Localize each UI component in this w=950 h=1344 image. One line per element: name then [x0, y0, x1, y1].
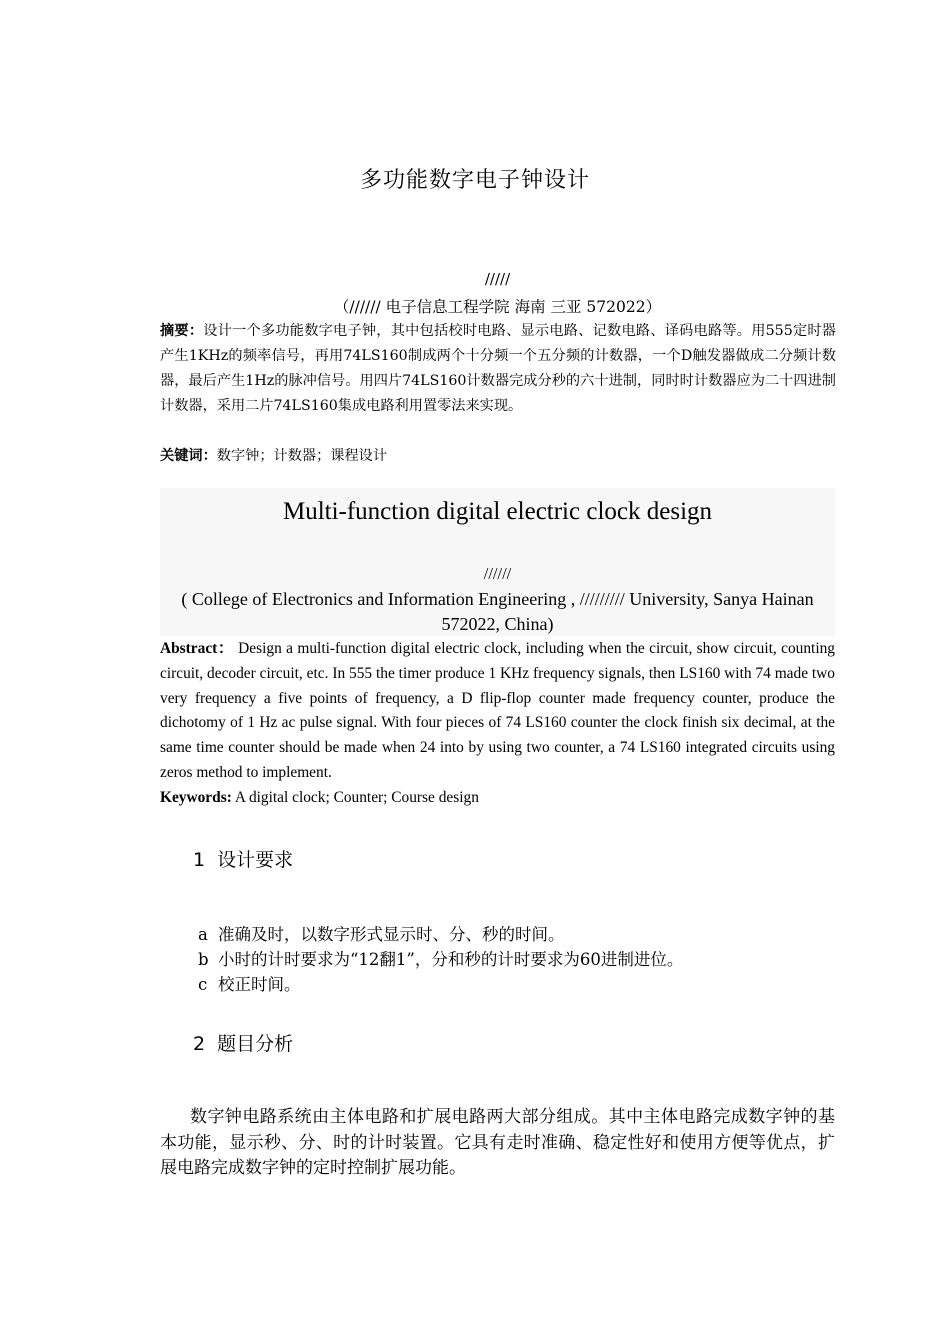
section-number: 1: [193, 849, 206, 871]
analysis-paragraph: 数字钟电路系统由主体电路和扩展电路两大部分组成。其中主体电路完成数字钟的基本功能，显示秒、分、时的计时装置。它具有走时准确、稳定性好和使用方便等优点，扩展电路完成数字钟的定时控制扩展功能。: [160, 1107, 835, 1178]
chinese-title: 多功能数字电子钟设计: [359, 168, 590, 193]
english-title: Multi-function digital electric clock design: [282, 498, 713, 525]
chinese-abstract-text: 设计一个多功能数字电子钟，其中包括校时电路、显示电路、记数电路、译码电路等。用555定时器产生1KHz的频率信号，再用74LS160制成两个十分频一个五分频的计数器，一个D触发器做成二分频计数器，最后产生1Hz的脉冲信号。用四片74LS160计数器完成分秒的六十进制，同时时计数器应为二十四进制计数器，采用二片74LS160集成电路利用置零法来实现。: [160, 323, 836, 414]
requirement-item: [198, 922, 565, 947]
english-abstract-label: Abstract：: [160, 640, 234, 657]
section-number: 2: [193, 1033, 206, 1055]
requirement-text: 准确及时，以数字形式显示时、分、秒的时间。: [218, 925, 565, 944]
chinese-abstract: [160, 319, 836, 419]
section-title: 题目分析: [217, 1033, 294, 1055]
english-keywords: [160, 786, 835, 811]
requirement-text: 校正时间。: [218, 975, 301, 994]
english-affiliation: ( College of Electronics and Information Engineering , ///////// University, Sanya Hainan 572022, China): [181, 589, 814, 634]
section-heading-requirements: [193, 845, 293, 872]
english-keywords-label: Keywords:: [160, 789, 232, 806]
requirement-text: 小时的计时要求为“12翻1”，分和秒的计时要求为60进制进位。: [218, 950, 684, 969]
requirement-marker: a: [198, 925, 208, 944]
english-author: //////: [483, 564, 512, 583]
english-abstract-text: Design a multi-function digital electric clock, including when the circuit, show circuit, counting circuit, decoder circuit, etc. In 555 the timer produce 1 KHz frequency signals, then LS160 with 74 made two very frequency a five points of frequency, a D flip-flop counter made frequency counter, produce the dichotomy of 1 Hz ac pulse signal. With four pieces of 74 LS160 counter the clock finish six decimal, at the same time counter should be made when 24 into by using two counter, a 74 LS160 integrated circuits using zeros method to implement.: [160, 640, 835, 781]
chinese-keywords: [160, 444, 836, 469]
requirement-marker: c: [198, 975, 208, 994]
chinese-affiliation: （////// 电子信息工程学院 海南 三亚 572022）: [333, 298, 662, 316]
section-title: 设计要求: [217, 849, 294, 871]
chinese-keywords-text: 数字钟；计数器；课程设计: [216, 448, 388, 464]
chinese-keywords-label: 关键词：: [160, 448, 217, 464]
english-abstract: [160, 637, 835, 786]
requirement-item: [198, 972, 301, 997]
requirement-marker: b: [198, 950, 209, 969]
chinese-abstract-label: 摘要：: [160, 323, 204, 339]
section-heading-analysis: [193, 1029, 293, 1056]
chinese-author: /////: [484, 270, 511, 288]
requirement-item: [198, 947, 683, 972]
english-keywords-text: A digital clock; Counter; Course design: [231, 789, 479, 806]
